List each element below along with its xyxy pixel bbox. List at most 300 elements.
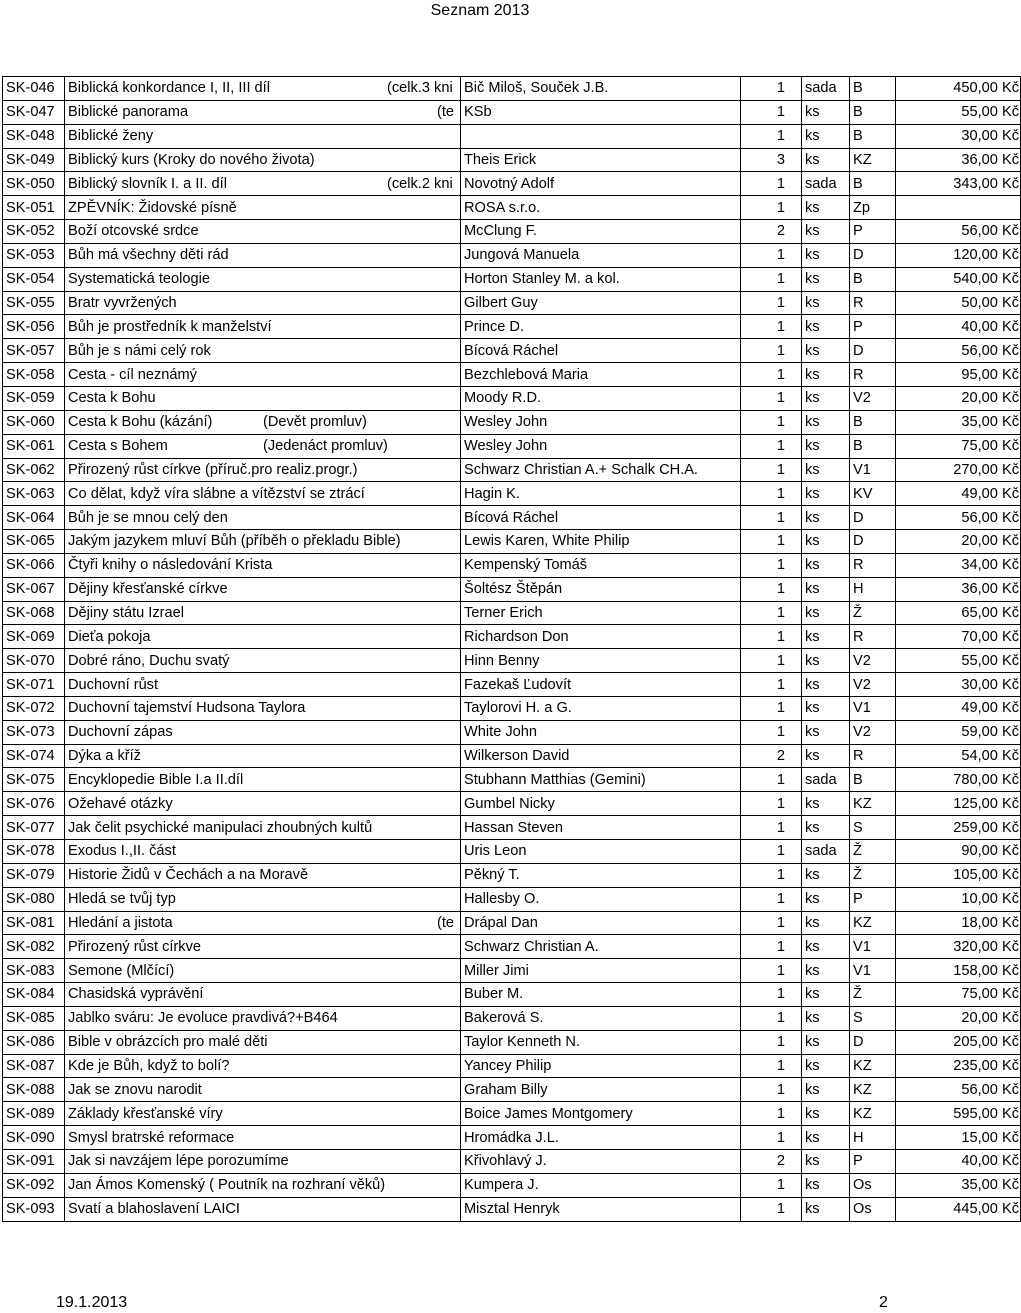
item-title xyxy=(65,124,461,148)
item-id: SK-063 xyxy=(3,482,65,506)
item-title-text: Exodus I.,II. část xyxy=(68,843,176,860)
item-unit: sada xyxy=(802,77,850,101)
table-row xyxy=(3,434,1021,458)
item-title-text: Duchovní růst xyxy=(68,676,159,693)
table-row xyxy=(3,506,1021,530)
item-id: SK-062 xyxy=(3,458,65,482)
item-title xyxy=(65,816,461,840)
table-row xyxy=(3,315,1021,339)
item-title xyxy=(65,267,461,291)
item-category: V2 xyxy=(850,673,896,697)
item-price: 18,00 Kč xyxy=(896,911,1021,935)
table-row xyxy=(3,553,1021,577)
item-unit: ks xyxy=(802,649,850,673)
item-quantity: 1 xyxy=(741,1078,802,1102)
item-author xyxy=(461,124,741,148)
item-id: SK-087 xyxy=(3,1054,65,1078)
item-title-text: Jan Ámos Komenský ( Poutník na rozhraní věků) xyxy=(68,1177,386,1194)
table-row xyxy=(3,1126,1021,1150)
item-quantity: 1 xyxy=(741,911,802,935)
item-category: B xyxy=(850,124,896,148)
item-price: 20,00 Kč xyxy=(896,386,1021,410)
item-unit: ks xyxy=(802,1149,850,1173)
item-title xyxy=(65,363,461,387)
item-unit: sada xyxy=(802,172,850,196)
item-price: 450,00 Kč xyxy=(896,77,1021,101)
table-row xyxy=(3,840,1021,864)
item-unit: ks xyxy=(802,1126,850,1150)
item-category: P xyxy=(850,1149,896,1173)
item-unit: ks xyxy=(802,959,850,983)
item-title-text: Biblická konkordance I, II, III díl xyxy=(68,80,270,97)
item-title-text: Encyklopedie Bible I.a II.díl xyxy=(68,771,244,788)
item-unit: ks xyxy=(802,1054,850,1078)
item-category: S xyxy=(850,1006,896,1030)
table-row xyxy=(3,1149,1021,1173)
item-price: 56,00 Kč xyxy=(896,506,1021,530)
item-title xyxy=(65,553,461,577)
item-title-text: Hledání a jistota xyxy=(68,914,173,931)
item-title xyxy=(65,696,461,720)
item-quantity: 1 xyxy=(741,291,802,315)
item-price: 65,00 Kč xyxy=(896,601,1021,625)
item-category: KZ xyxy=(850,1054,896,1078)
item-id: SK-076 xyxy=(3,792,65,816)
item-price: 70,00 Kč xyxy=(896,625,1021,649)
item-unit: ks xyxy=(802,1030,850,1054)
item-unit: ks xyxy=(802,196,850,220)
table-row xyxy=(3,577,1021,601)
item-title xyxy=(65,243,461,267)
item-title-text: Co dělat, když víra slábne a vítězství se ztrácí xyxy=(68,485,365,502)
table-row xyxy=(3,363,1021,387)
table-row xyxy=(3,625,1021,649)
item-id: SK-071 xyxy=(3,673,65,697)
table-row xyxy=(3,649,1021,673)
item-price: 56,00 Kč xyxy=(896,1078,1021,1102)
table-row xyxy=(3,816,1021,840)
item-title-text: Cesta s Bohem xyxy=(68,438,168,455)
item-title-text: Čtyři knihy o následování Krista xyxy=(68,557,273,574)
item-unit: ks xyxy=(802,1078,850,1102)
item-category: R xyxy=(850,744,896,768)
item-quantity: 1 xyxy=(741,1197,802,1221)
item-unit: ks xyxy=(802,100,850,124)
item-unit: ks xyxy=(802,887,850,911)
item-title xyxy=(65,911,461,935)
item-id: SK-065 xyxy=(3,530,65,554)
item-category: Os xyxy=(850,1173,896,1197)
item-quantity: 1 xyxy=(741,792,802,816)
item-author: Novotný Adolf xyxy=(461,172,741,196)
item-title-text: Dějiny křesťanské církve xyxy=(68,581,228,598)
item-id: SK-074 xyxy=(3,744,65,768)
item-author: Wilkerson David xyxy=(461,744,741,768)
item-price: 75,00 Kč xyxy=(896,983,1021,1007)
item-title-text: Bůh je se mnou celý den xyxy=(68,509,228,526)
item-category: V1 xyxy=(850,959,896,983)
item-title xyxy=(65,1030,461,1054)
item-id: SK-082 xyxy=(3,935,65,959)
item-category: R xyxy=(850,363,896,387)
table-row xyxy=(3,792,1021,816)
item-title-text: Dějiny státu Izrael xyxy=(68,604,184,621)
item-category: Ž xyxy=(850,601,896,625)
item-unit: ks xyxy=(802,673,850,697)
item-unit: ks xyxy=(802,434,850,458)
item-unit: ks xyxy=(802,553,850,577)
item-unit: ks xyxy=(802,291,850,315)
item-unit: ks xyxy=(802,1006,850,1030)
item-price: 20,00 Kč xyxy=(896,530,1021,554)
item-title-text: Hledá se tvůj typ xyxy=(68,891,176,908)
table-row xyxy=(3,1054,1021,1078)
item-unit: ks xyxy=(802,386,850,410)
table-row xyxy=(3,1197,1021,1221)
item-category: R xyxy=(850,291,896,315)
item-author: Bič Miloš, Souček J.B. xyxy=(461,77,741,101)
item-category: Zp xyxy=(850,196,896,220)
item-id: SK-070 xyxy=(3,649,65,673)
item-title xyxy=(65,649,461,673)
item-title-text: Duchovní tajemství Hudsona Taylora xyxy=(68,700,306,717)
item-author: Theis Erick xyxy=(461,148,741,172)
item-title xyxy=(65,1149,461,1173)
item-id: SK-060 xyxy=(3,410,65,434)
item-category: Ž xyxy=(850,983,896,1007)
item-id: SK-056 xyxy=(3,315,65,339)
item-category: B xyxy=(850,77,896,101)
table-row xyxy=(3,267,1021,291)
item-unit: ks xyxy=(802,1173,850,1197)
item-title xyxy=(65,601,461,625)
item-unit: ks xyxy=(802,482,850,506)
item-quantity: 3 xyxy=(741,148,802,172)
item-category: KZ xyxy=(850,1078,896,1102)
item-price: 49,00 Kč xyxy=(896,482,1021,506)
item-quantity: 1 xyxy=(741,1006,802,1030)
item-author: Kempenský Tomáš xyxy=(461,553,741,577)
item-author: Schwarz Christian A.+ Schalk CH.A. xyxy=(461,458,741,482)
item-title-text: Ožehavé otázky xyxy=(68,795,173,812)
item-title xyxy=(65,315,461,339)
item-unit: ks xyxy=(802,863,850,887)
table-row xyxy=(3,339,1021,363)
item-price: 158,00 Kč xyxy=(896,959,1021,983)
item-category: V1 xyxy=(850,458,896,482)
item-quantity: 1 xyxy=(741,386,802,410)
item-id: SK-064 xyxy=(3,506,65,530)
item-unit: ks xyxy=(802,315,850,339)
item-title xyxy=(65,482,461,506)
item-unit: ks xyxy=(802,363,850,387)
item-id: SK-093 xyxy=(3,1197,65,1221)
table-row xyxy=(3,1030,1021,1054)
item-author: Hagin K. xyxy=(461,482,741,506)
item-quantity: 1 xyxy=(741,1126,802,1150)
item-quantity: 1 xyxy=(741,243,802,267)
item-title xyxy=(65,100,461,124)
item-title-text: Biblický kurs (Kroky do nového života) xyxy=(68,151,315,168)
item-quantity: 1 xyxy=(741,530,802,554)
item-title xyxy=(65,220,461,244)
item-title-text: Bůh je prostředník k manželství xyxy=(68,318,272,335)
item-price: 40,00 Kč xyxy=(896,315,1021,339)
item-price: 445,00 Kč xyxy=(896,1197,1021,1221)
item-category: V2 xyxy=(850,386,896,410)
item-author: White John xyxy=(461,720,741,744)
table-row xyxy=(3,696,1021,720)
item-author: Schwarz Christian A. xyxy=(461,935,741,959)
item-price: 20,00 Kč xyxy=(896,1006,1021,1030)
item-title xyxy=(65,1006,461,1030)
item-title-text: Cesta k Bohu (kázání) xyxy=(68,414,213,431)
item-title xyxy=(65,148,461,172)
item-price: 56,00 Kč xyxy=(896,339,1021,363)
item-quantity: 1 xyxy=(741,1030,802,1054)
item-title xyxy=(65,196,461,220)
item-category: B xyxy=(850,410,896,434)
item-title xyxy=(65,458,461,482)
item-author: KSb xyxy=(461,100,741,124)
item-title xyxy=(65,744,461,768)
item-quantity: 1 xyxy=(741,720,802,744)
item-id: SK-048 xyxy=(3,124,65,148)
item-id: SK-084 xyxy=(3,983,65,1007)
table-row xyxy=(3,983,1021,1007)
item-unit: ks xyxy=(802,148,850,172)
item-unit: ks xyxy=(802,577,850,601)
item-author: Miller Jimi xyxy=(461,959,741,983)
item-title-text: Biblické ženy xyxy=(68,128,154,145)
item-author: McClung F. xyxy=(461,220,741,244)
table-row xyxy=(3,148,1021,172)
table-row xyxy=(3,196,1021,220)
item-category: P xyxy=(850,220,896,244)
item-price: 780,00 Kč xyxy=(896,768,1021,792)
item-title-text: Duchovní zápas xyxy=(68,724,173,741)
item-unit: ks xyxy=(802,458,850,482)
table-row xyxy=(3,959,1021,983)
item-quantity: 1 xyxy=(741,124,802,148)
item-unit: ks xyxy=(802,625,850,649)
item-author: Yancey Philip xyxy=(461,1054,741,1078)
item-quantity: 1 xyxy=(741,601,802,625)
item-unit: ks xyxy=(802,506,850,530)
item-quantity: 1 xyxy=(741,196,802,220)
item-title-text: Bůh má všechny děti rád xyxy=(68,247,229,264)
item-title xyxy=(65,77,461,101)
item-unit: ks xyxy=(802,792,850,816)
item-id: SK-068 xyxy=(3,601,65,625)
item-category: V2 xyxy=(850,720,896,744)
item-id: SK-092 xyxy=(3,1173,65,1197)
item-title-text: Systematická teologie xyxy=(68,271,210,288)
table-row xyxy=(3,863,1021,887)
item-price: 595,00 Kč xyxy=(896,1102,1021,1126)
item-category: Os xyxy=(850,1197,896,1221)
item-price: 56,00 Kč xyxy=(896,220,1021,244)
item-price: 55,00 Kč xyxy=(896,649,1021,673)
item-title-text: Cesta - cíl neznámý xyxy=(68,366,197,383)
item-note: (te xyxy=(437,104,455,121)
item-id: SK-091 xyxy=(3,1149,65,1173)
item-title-text: Dieťa pokoja xyxy=(68,628,151,645)
item-price: 235,00 Kč xyxy=(896,1054,1021,1078)
item-id: SK-081 xyxy=(3,911,65,935)
item-title-text: Jak čelit psychické manipulaci zhoubných kultů xyxy=(68,819,373,836)
table-row xyxy=(3,911,1021,935)
page-title: Seznam 2013 xyxy=(430,2,530,19)
item-author: Prince D. xyxy=(461,315,741,339)
item-id: SK-069 xyxy=(3,625,65,649)
item-note: (celk.3 kni xyxy=(387,80,453,97)
item-author: Taylorovi H. a G. xyxy=(461,696,741,720)
item-price: 35,00 Kč xyxy=(896,1173,1021,1197)
item-unit: ks xyxy=(802,935,850,959)
item-quantity: 1 xyxy=(741,267,802,291)
item-author: Šoltész Štěpán xyxy=(461,577,741,601)
item-quantity: 1 xyxy=(741,1102,802,1126)
item-author: Hinn Benny xyxy=(461,649,741,673)
item-unit: ks xyxy=(802,220,850,244)
item-price: 205,00 Kč xyxy=(896,1030,1021,1054)
item-title-text: Přirozený růst církve xyxy=(68,938,201,955)
item-price: 54,00 Kč xyxy=(896,744,1021,768)
table-row xyxy=(3,243,1021,267)
item-quantity: 1 xyxy=(741,506,802,530)
item-price: 540,00 Kč xyxy=(896,267,1021,291)
item-price: 30,00 Kč xyxy=(896,124,1021,148)
footer-date: 19.1.2013 xyxy=(56,1294,128,1311)
item-price: 320,00 Kč xyxy=(896,935,1021,959)
table-row xyxy=(3,887,1021,911)
item-title-text: Chasidská vyprávění xyxy=(68,986,204,1003)
item-unit: ks xyxy=(802,911,850,935)
item-category: KV xyxy=(850,482,896,506)
item-price: 10,00 Kč xyxy=(896,887,1021,911)
item-quantity: 1 xyxy=(741,816,802,840)
item-unit: ks xyxy=(802,1197,850,1221)
item-category: B xyxy=(850,768,896,792)
item-author: Bícová Ráchel xyxy=(461,506,741,530)
item-note: (celk.2 kni xyxy=(387,175,453,192)
item-id: SK-047 xyxy=(3,100,65,124)
item-id: SK-073 xyxy=(3,720,65,744)
item-id: SK-083 xyxy=(3,959,65,983)
item-title-text: Svatí a blahoslavení LAICI xyxy=(68,1201,240,1218)
table-row xyxy=(3,386,1021,410)
item-price: 30,00 Kč xyxy=(896,673,1021,697)
item-price: 59,00 Kč xyxy=(896,720,1021,744)
item-title xyxy=(65,577,461,601)
item-price: 259,00 Kč xyxy=(896,816,1021,840)
item-title xyxy=(65,1197,461,1221)
item-id: SK-051 xyxy=(3,196,65,220)
item-category: KZ xyxy=(850,911,896,935)
item-title-text: Základy křesťanské víry xyxy=(68,1105,223,1122)
item-category: P xyxy=(850,315,896,339)
table-row xyxy=(3,768,1021,792)
item-author: Wesley John xyxy=(461,410,741,434)
item-id: SK-085 xyxy=(3,1006,65,1030)
item-price: 35,00 Kč xyxy=(896,410,1021,434)
item-title xyxy=(65,339,461,363)
item-note: (Devět promluv) xyxy=(263,414,367,431)
item-id: SK-052 xyxy=(3,220,65,244)
item-title xyxy=(65,1078,461,1102)
item-author: Wesley John xyxy=(461,434,741,458)
item-author: Fazekaš Ľudovít xyxy=(461,673,741,697)
item-author: Kumpera J. xyxy=(461,1173,741,1197)
item-title-text: Bible v obrázcích pro malé děti xyxy=(68,1034,268,1051)
item-category: R xyxy=(850,625,896,649)
item-category: H xyxy=(850,577,896,601)
item-title xyxy=(65,291,461,315)
item-author: Graham Billy xyxy=(461,1078,741,1102)
item-quantity: 1 xyxy=(741,935,802,959)
item-author: Moody R.D. xyxy=(461,386,741,410)
table-row xyxy=(3,1102,1021,1126)
item-author: Buber M. xyxy=(461,983,741,1007)
item-category: B xyxy=(850,172,896,196)
item-title xyxy=(65,983,461,1007)
item-quantity: 2 xyxy=(741,744,802,768)
item-price: 36,00 Kč xyxy=(896,577,1021,601)
item-quantity: 1 xyxy=(741,339,802,363)
item-author: Hassan Steven xyxy=(461,816,741,840)
item-unit: ks xyxy=(802,243,850,267)
item-author: Bezchlebová Maria xyxy=(461,363,741,387)
item-category: KZ xyxy=(850,1102,896,1126)
item-id: SK-079 xyxy=(3,863,65,887)
item-id: SK-050 xyxy=(3,172,65,196)
item-price: 95,00 Kč xyxy=(896,363,1021,387)
item-title-text: Bratr vyvržených xyxy=(68,295,177,312)
item-title-text: Biblické panorama xyxy=(68,104,189,121)
item-price: 50,00 Kč xyxy=(896,291,1021,315)
item-quantity: 1 xyxy=(741,100,802,124)
item-id: SK-089 xyxy=(3,1102,65,1126)
item-quantity: 1 xyxy=(741,553,802,577)
item-title-text: Smysl bratrské reformace xyxy=(68,1129,235,1146)
item-id: SK-059 xyxy=(3,386,65,410)
item-unit: ks xyxy=(802,1102,850,1126)
item-price xyxy=(896,196,1021,220)
table-row xyxy=(3,673,1021,697)
item-price: 90,00 Kč xyxy=(896,840,1021,864)
item-price: 15,00 Kč xyxy=(896,1126,1021,1150)
item-id: SK-061 xyxy=(3,434,65,458)
item-price: 55,00 Kč xyxy=(896,100,1021,124)
table-row xyxy=(3,100,1021,124)
item-title xyxy=(65,1102,461,1126)
item-author: Pěkný T. xyxy=(461,863,741,887)
item-title xyxy=(65,386,461,410)
item-id: SK-066 xyxy=(3,553,65,577)
item-title xyxy=(65,530,461,554)
item-title xyxy=(65,720,461,744)
item-title xyxy=(65,959,461,983)
book-list-body xyxy=(3,77,1021,1222)
footer-page-number: 2 xyxy=(879,1294,888,1311)
item-id: SK-075 xyxy=(3,768,65,792)
item-title xyxy=(65,768,461,792)
item-price: 343,00 Kč xyxy=(896,172,1021,196)
item-author: Drápal Dan xyxy=(461,911,741,935)
table-row xyxy=(3,291,1021,315)
item-title xyxy=(65,673,461,697)
